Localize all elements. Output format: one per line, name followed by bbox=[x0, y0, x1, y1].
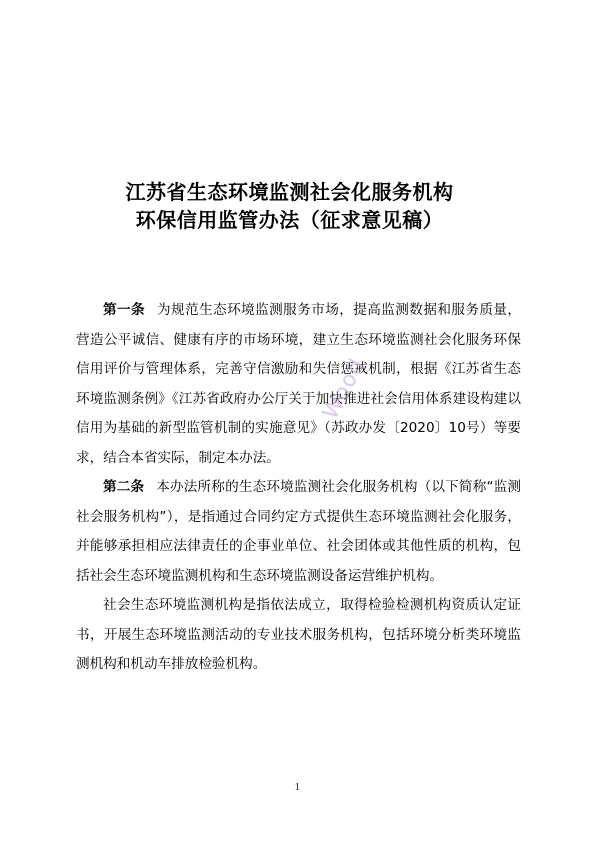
article-1-paragraph bbox=[76, 296, 521, 473]
article-2-sub-paragraph bbox=[76, 591, 521, 680]
page-number: 1 bbox=[294, 783, 301, 793]
watermark: Wood bbox=[318, 354, 371, 424]
document-title-line-1: 江苏省生态环境监测社会化服务机构 bbox=[125, 180, 454, 204]
article-2-paragraph bbox=[76, 473, 521, 591]
article-1-text: 为规范生态环境监测服务市场，提高监测数据和服务质量，营造公平诚信、健康有序的市场环境，建立生态环境监测社会化服务环保信用评价与管理体系，完善守信激励和失信惩戒机制，根据《江苏省生态环境监测条例》《江苏省政府办公厅关于加快推进社会信用体系建设构建以信用为基础的新型监管机制的实施意见》（苏政办发〔2020〕10号）等要求，结合本省实际，制定本办法。 bbox=[76, 302, 522, 466]
article-1-number: 第一条 bbox=[103, 302, 146, 318]
article-2-text: 本办法所称的生态环境监测社会化服务机构（以下简称“监测社会服务机构”），是指通过合同约定方式提供生态环境监测社会化服务，并能够承担相应法律责任的企事业单位、社会团体或其他性质的机构，包括社会生态环境监测机构和生态环境监测设备运营维护机构。 bbox=[76, 479, 522, 584]
document-body bbox=[76, 296, 521, 680]
document-title-line-2: 环保信用监管办法（征求意见稿） bbox=[135, 208, 444, 232]
article-2-number: 第二条 bbox=[103, 479, 145, 495]
article-2-sub-text: 社会生态环境监测机构是指依法成立，取得检验检测机构资质认定证书，开展生态环境监测活动的专业技术服务机构，包括环境分析类环境监测机构和机动车排放检验机构。 bbox=[76, 597, 521, 672]
